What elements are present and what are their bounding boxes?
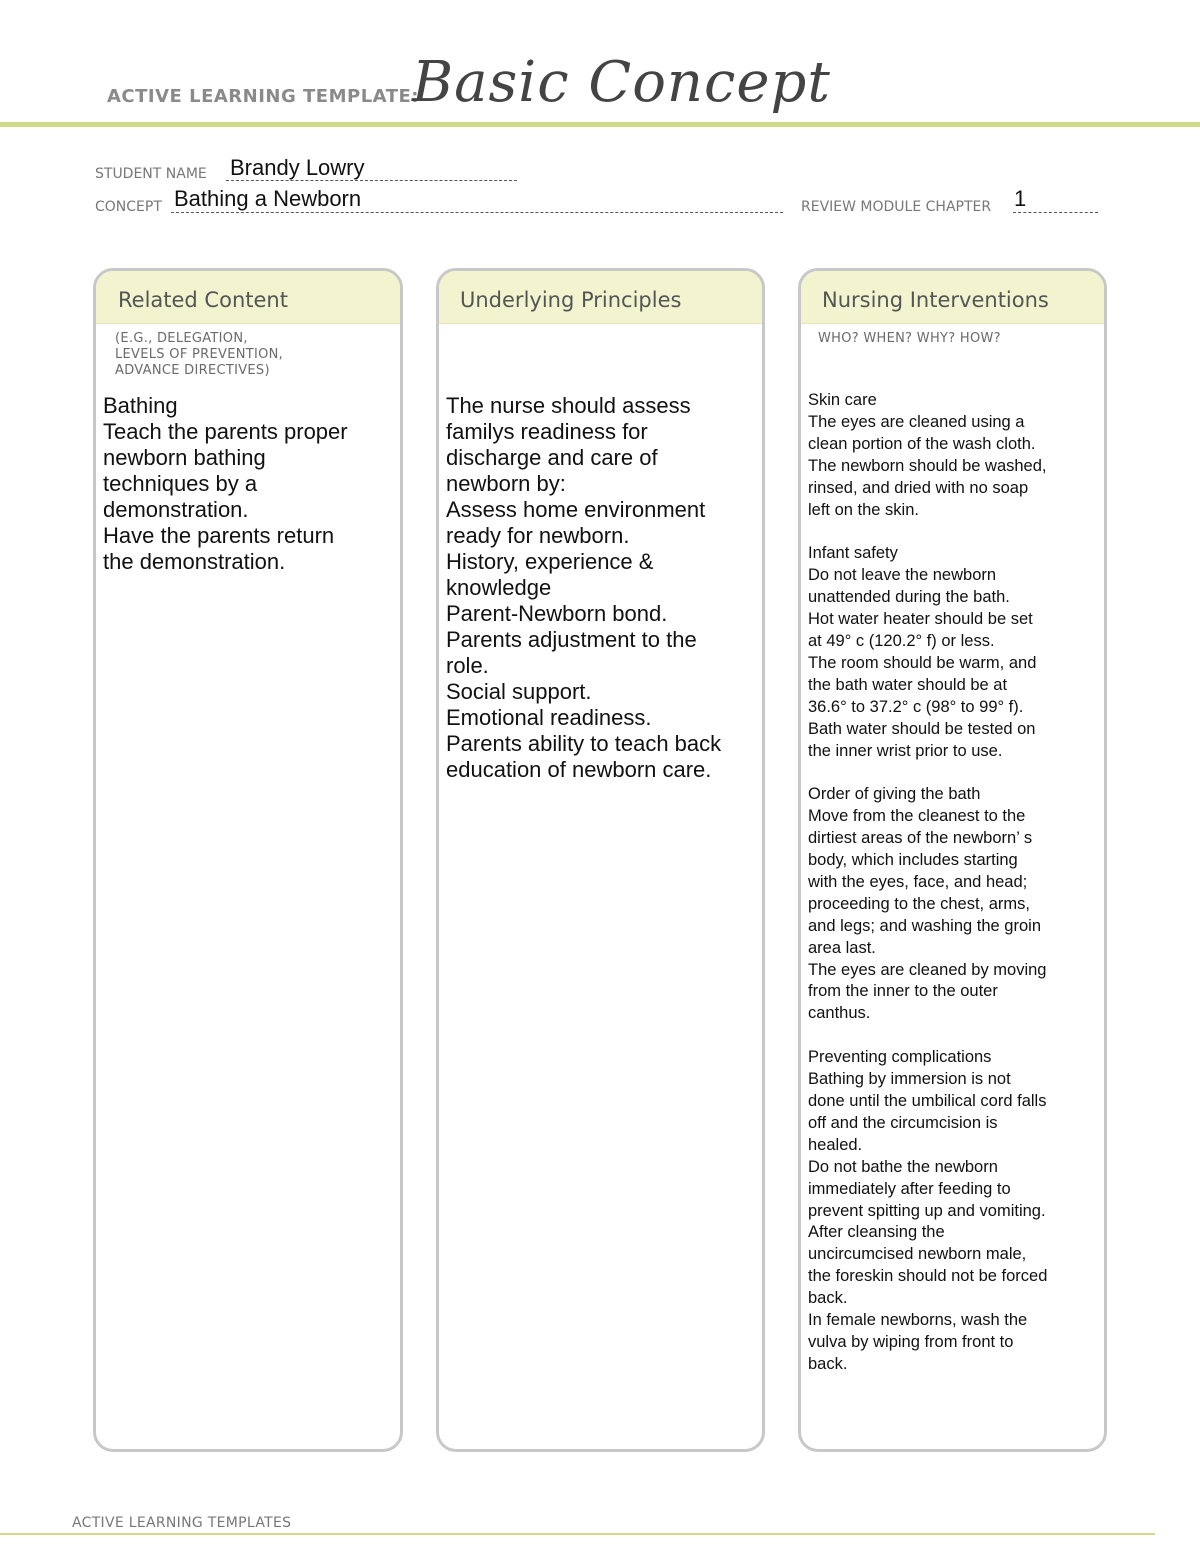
concept-field[interactable]: Bathing a Newborn (174, 186, 362, 211)
student-name-field[interactable]: Brandy Lowry (230, 155, 365, 180)
review-chapter-field[interactable]: 1 (1014, 186, 1027, 211)
student-name-label: STUDENT NAME (95, 166, 207, 182)
underlying-principles-text[interactable]: The nurse should assess familys readiness for discharge and care of newborn by: Assess home environment ready for newborn. History, experience & knowledge Parent-Newborn bond. Parents adjustment to the role. Social support. Emotional readiness. Parents ability to teach back education of newborn care. (446, 393, 722, 782)
review-chapter-label: REVIEW MODULE CHAPTER (801, 199, 992, 215)
related-content-title: Related Content (118, 288, 288, 312)
concept-label: CONCEPT (95, 199, 162, 215)
related-content-text[interactable]: Bathing Teach the parents proper newborn bathing techniques by a demonstration. Have the parents return the demonstration. (103, 393, 348, 574)
related-content-card (93, 268, 403, 1452)
nursing-interventions-card (798, 268, 1107, 1452)
underlying-principles-card (436, 268, 765, 1452)
template-label: ACTIVE LEARNING TEMPLATE: (107, 86, 419, 107)
header-divider (0, 122, 1200, 127)
footer-label: ACTIVE LEARNING TEMPLATES (72, 1515, 292, 1531)
nursing-interventions-title: Nursing Interventions (822, 288, 1049, 312)
template-title: Basic Concept (412, 50, 831, 115)
footer-divider (0, 1533, 1155, 1535)
nursing-interventions-subtitle: WHO? WHEN? WHY? HOW? (818, 331, 1001, 346)
nursing-interventions-text[interactable]: Skin care The eyes are cleaned using a clean portion of the wash cloth. The newborn should be washed, rinsed, and dried with no soap left on the skin. Infant safety Do not leave the newborn unattended during the bath. Hot water heater should be set at 49° c (120.2° f) or less. The room should be warm, and the bath water should be at 36.6° to 37.2° c (98° to 99° f). Bath water should be tested on the inner wrist prior to use. Order of giving the bath Move from the cleanest to the dirtiest areas of the newborn’ s body, which includes starting with the eyes, face, and head; proceeding to the chest, arms, and legs; and washing the groin area last. The eyes are cleaned by moving from the inner to the outer canthus. Preventing complications Bathing by immersion is not done until the umbilical cord falls off and the circumcision is healed. Do not bathe the newborn immediately after feeding to prevent spitting up and vomiting. After cleansing the uncircumcised newborn male, the foreskin should not be forced back. In female newborns, wash the vulva by wiping from front to back. (808, 391, 1048, 1373)
related-content-subtitle: (E.G., DELEGATION, LEVELS OF PREVENTION, ADVANCE DIRECTIVES) (115, 331, 284, 378)
underlying-principles-title: Underlying Principles (460, 288, 682, 312)
